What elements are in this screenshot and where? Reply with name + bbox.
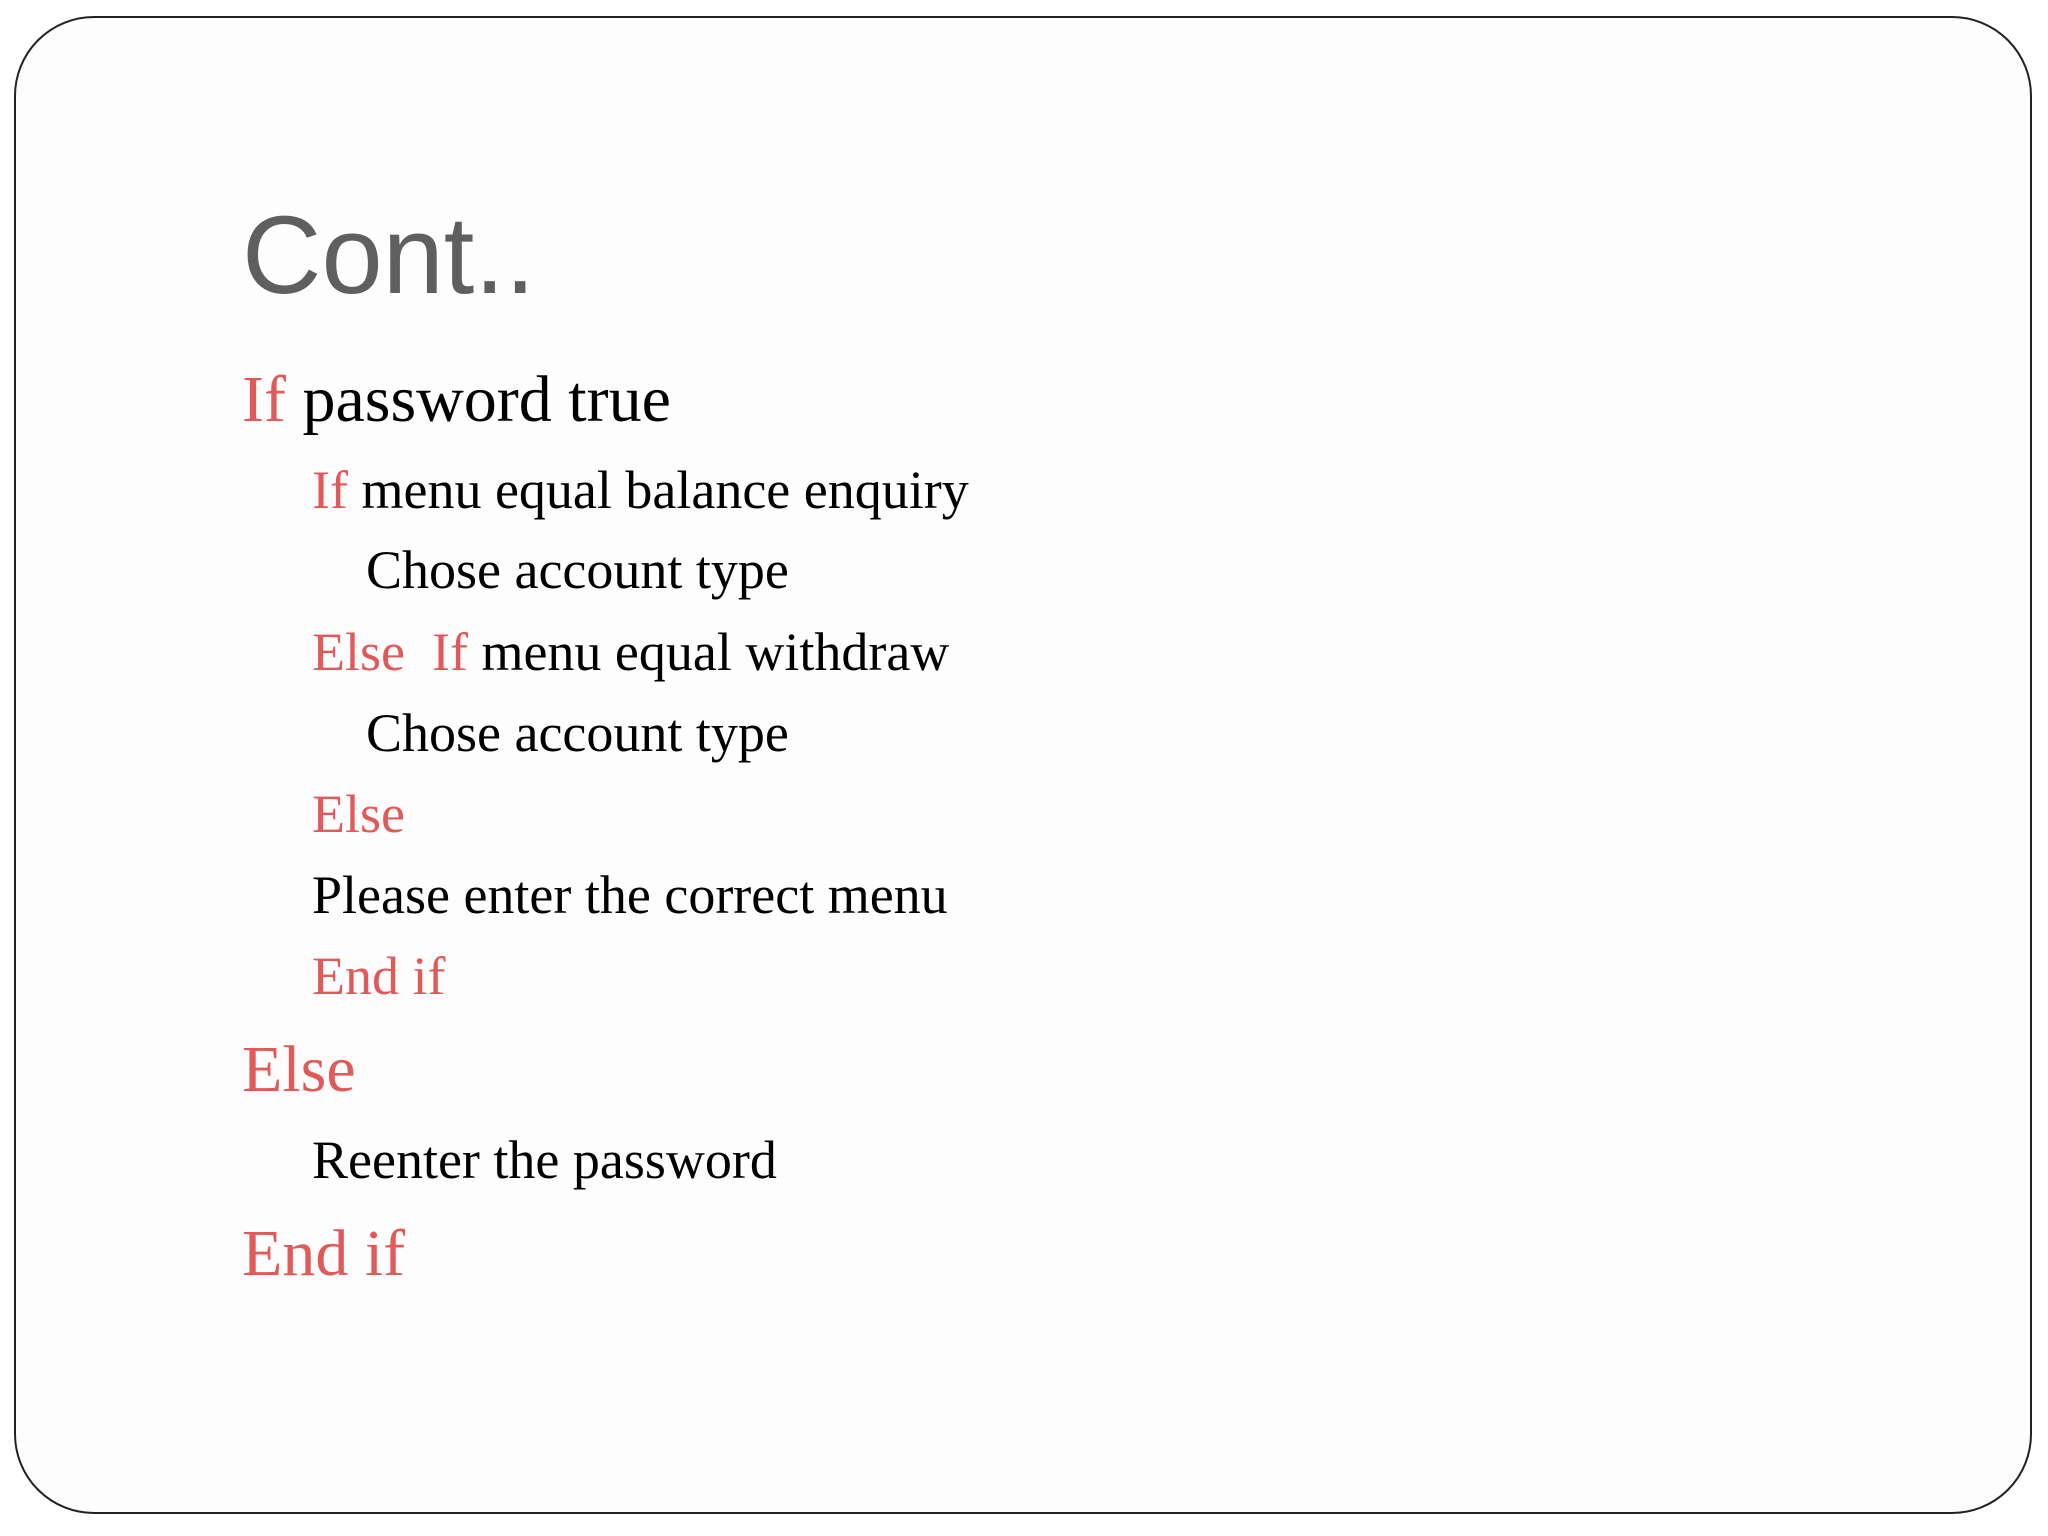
code-text: Please enter the correct menu (312, 865, 948, 925)
code-line-end-if-inner (312, 944, 445, 1008)
code-line-please-enter (312, 863, 948, 927)
code-text: Chose account type (366, 703, 789, 763)
code-text: menu equal balance enquiry (347, 460, 969, 520)
code-line-chose-account-1 (366, 538, 789, 602)
slide-title: Cont.. (242, 194, 536, 317)
keyword-if: If (242, 363, 286, 436)
code-line-end-if-outer (242, 1216, 405, 1292)
keyword-if: If (312, 460, 348, 520)
code-text: Chose account type (366, 540, 789, 600)
code-line-reenter-password (312, 1128, 777, 1192)
code-line-else-inner (312, 782, 405, 846)
code-line-else-outer (242, 1032, 356, 1108)
slide-frame (14, 16, 2032, 1514)
keyword-end-if: End if (312, 946, 446, 1006)
keyword-else: Else (242, 1033, 356, 1106)
keyword-end-if: End if (242, 1217, 406, 1290)
code-text: Reenter the password (312, 1130, 777, 1190)
code-line-chose-account-2 (366, 701, 789, 765)
code-text: password true (285, 363, 671, 436)
code-line-if-password (242, 362, 671, 438)
keyword-else: Else (312, 784, 405, 844)
code-text: menu equal withdraw (467, 622, 950, 682)
code-line-if-balance (312, 458, 969, 522)
keyword-else-if: Else If (312, 622, 468, 682)
code-line-else-if-withdraw (312, 620, 949, 684)
